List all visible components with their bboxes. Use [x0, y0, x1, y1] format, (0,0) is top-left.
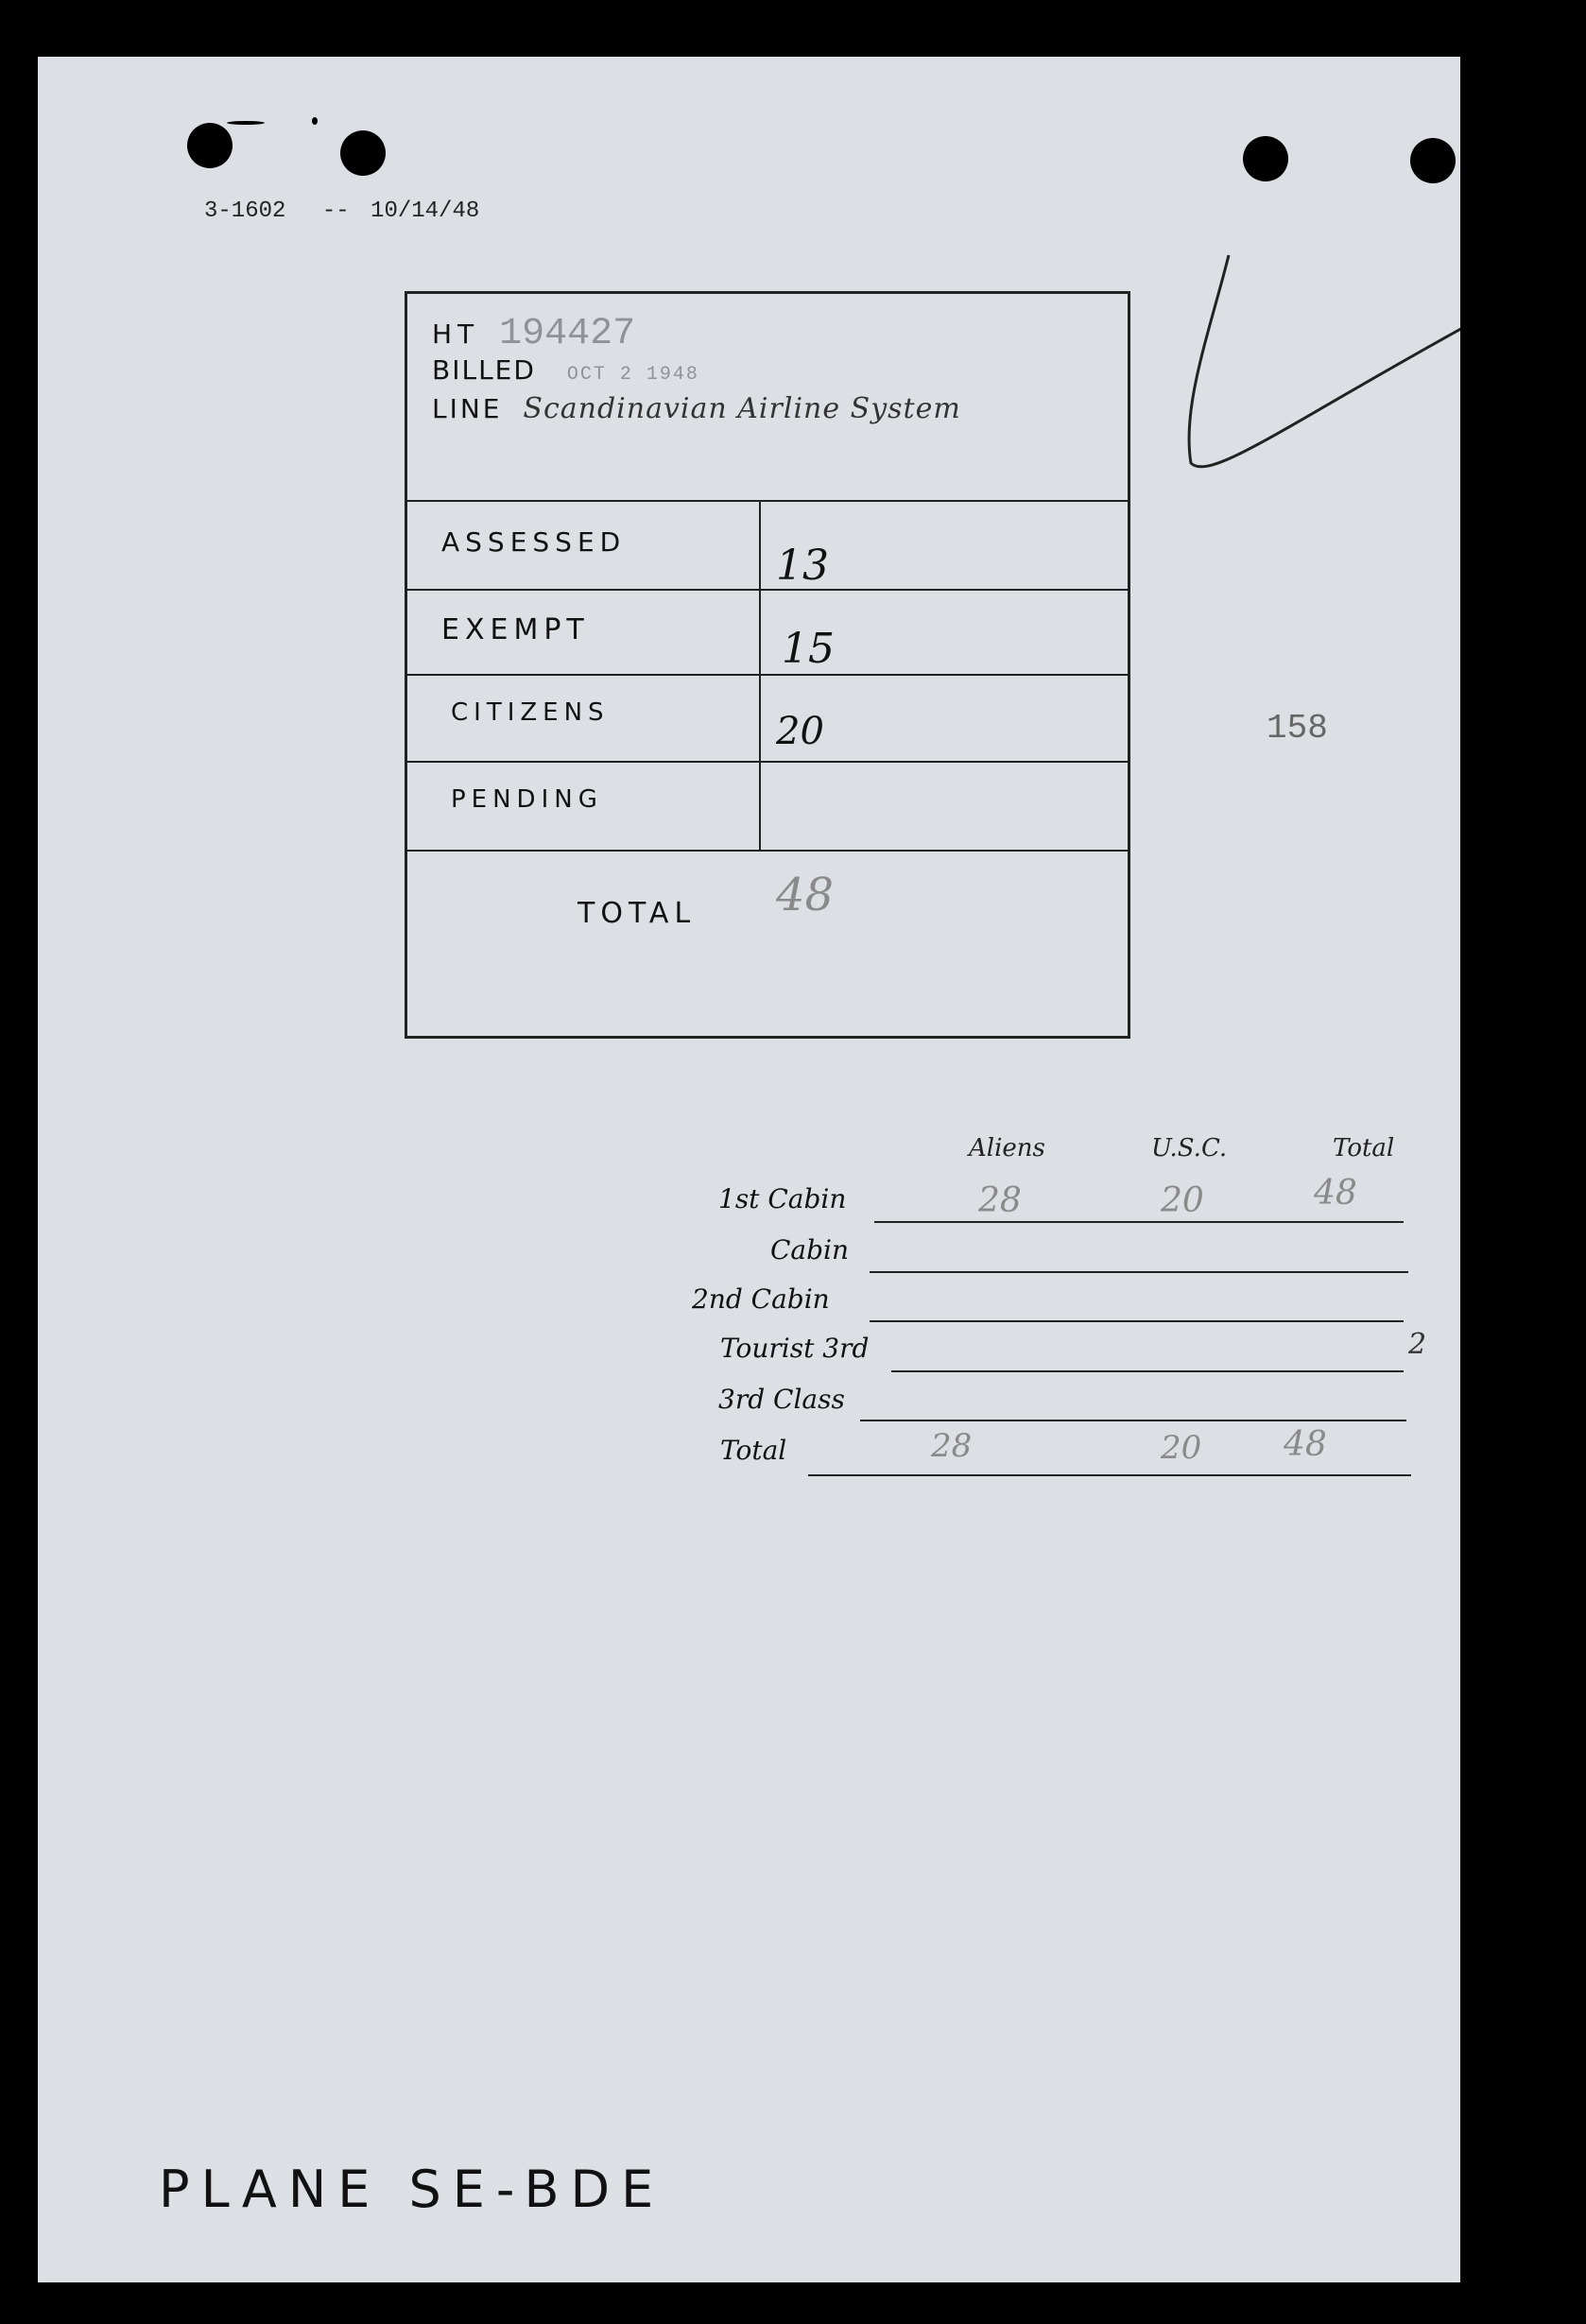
row-underline [870, 1320, 1404, 1322]
row-label-cabin: Cabin [770, 1234, 850, 1265]
assessed-value: 13 [776, 542, 829, 590]
punch-hole [1410, 138, 1456, 183]
citizens-label: CITIZENS [451, 698, 610, 727]
column-header-usc: U.S.C. [1151, 1134, 1228, 1162]
pending-label: PENDING [451, 785, 603, 814]
citizens-value: 20 [776, 710, 824, 753]
total-label: TOTAL [578, 897, 697, 930]
cell-extra: 2 [1408, 1328, 1427, 1361]
immigration-form-box [405, 291, 1130, 1039]
line-row [432, 392, 961, 425]
cell-usc: 20 [1161, 1429, 1202, 1467]
row-underline [860, 1420, 1406, 1421]
divider [407, 674, 1128, 676]
cell-aliens: 28 [978, 1181, 1022, 1220]
cell-usc: 20 [1161, 1181, 1204, 1220]
exempt-value: 15 [782, 625, 835, 673]
divider [407, 850, 1128, 852]
check-mark-icon [1172, 246, 1460, 529]
ink-speck [227, 121, 265, 125]
punch-hole [187, 123, 233, 168]
header-separator: -- [321, 198, 350, 224]
punch-hole [1243, 136, 1288, 181]
file-header [204, 198, 479, 224]
assessed-label: ASSESSED [441, 526, 627, 558]
ht-number: 194427 [499, 313, 636, 355]
file-number: 3-1602 [204, 198, 286, 224]
billed-row [432, 354, 699, 386]
ht-label: HT [432, 318, 480, 350]
divider [407, 500, 1128, 502]
row-underline [870, 1271, 1408, 1273]
side-number: 158 [1267, 709, 1328, 748]
header-date: 10/14/48 [371, 198, 480, 224]
cell-total: 48 [1314, 1174, 1357, 1213]
column-header-total: Total [1333, 1134, 1395, 1162]
exempt-label: EXEMPT [441, 613, 590, 646]
total-value: 48 [776, 869, 835, 921]
ht-row [432, 313, 635, 355]
column-divider [759, 500, 761, 852]
ink-speck [312, 117, 318, 125]
document-page [38, 57, 1460, 2282]
cell-aliens: 28 [931, 1427, 973, 1465]
row-underline [891, 1370, 1404, 1372]
divider [407, 589, 1128, 591]
row-label-2nd-cabin: 2nd Cabin [692, 1283, 830, 1315]
row-label-tourist-3rd: Tourist 3rd [720, 1333, 870, 1364]
row-underline [874, 1221, 1404, 1223]
row-underline [808, 1474, 1411, 1476]
line-label: LINE [432, 393, 503, 424]
cell-total: 48 [1284, 1425, 1327, 1464]
billed-stamp: OCT 2 1948 [566, 364, 699, 386]
divider [407, 761, 1128, 763]
row-label-3rd-class: 3rd Class [718, 1384, 845, 1415]
line-value: Scandinavian Airline System [523, 392, 961, 425]
column-header-aliens: Aliens [969, 1134, 1045, 1162]
punch-hole [340, 130, 386, 176]
row-label-1st-cabin: 1st Cabin [718, 1183, 847, 1214]
plane-note: PLANE SE-BDE [159, 2160, 665, 2219]
row-label-total: Total [720, 1435, 787, 1466]
billed-label: BILLED [432, 354, 536, 386]
